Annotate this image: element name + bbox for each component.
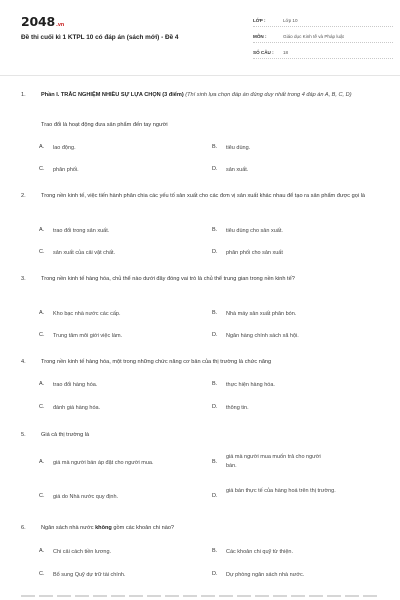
option-letter: D.	[212, 332, 218, 338]
meta-key: SỐ CÂU :	[253, 50, 274, 55]
question	[21, 431, 391, 440]
logo-text: 2048	[21, 14, 55, 29]
question-text-part: Ngân sách nhà nước	[41, 525, 96, 531]
answer-option[interactable]	[39, 144, 189, 153]
question-number: 4.	[21, 359, 26, 365]
option-letter: A.	[39, 144, 45, 150]
option-letter: B.	[212, 310, 218, 316]
option-letter: A.	[39, 381, 45, 387]
option-text: giá mà người bán áp đặt cho người mua.	[53, 460, 154, 466]
option-text: sản xuất của cải vật chất.	[53, 250, 116, 256]
section-note: (Thí sinh lựa chọn đáp án đúng duy nhất trong 4 đáp án A, B, C, D)	[185, 92, 352, 98]
option-letter: D.	[212, 404, 218, 410]
answer-option[interactable]	[39, 493, 189, 502]
answer-option[interactable]	[212, 487, 342, 499]
option-text: trao đổi trong sản xuất.	[53, 228, 110, 234]
answer-option[interactable]	[39, 310, 189, 319]
answer-option[interactable]	[212, 404, 377, 413]
answer-option[interactable]	[39, 166, 189, 175]
option-text: sản xuất.	[226, 167, 249, 173]
option-text: Ngân hàng chính sách xã hội.	[226, 333, 299, 339]
question-text: Trong nền kinh tế hàng hóa, một trong những chức năng cơ bản của thị trường là chức năng	[41, 359, 272, 365]
option-letter: C.	[39, 493, 45, 499]
option-text: Chi cải cách tiền lương.	[53, 549, 112, 555]
option-text: Dự phòng ngân sách nhà nước.	[226, 572, 305, 578]
option-text: Bổ sung Quỹ dự trữ tài chính.	[53, 572, 126, 578]
option-text: giá do Nhà nước quy định.	[53, 494, 119, 500]
option-letter: D.	[212, 493, 218, 499]
question	[21, 275, 391, 284]
answer-option[interactable]	[39, 381, 189, 390]
option-letter: D.	[212, 166, 218, 172]
answer-option[interactable]	[212, 310, 377, 319]
question	[21, 358, 391, 367]
question-number: 2.	[21, 193, 26, 199]
option-text: Trung tâm môi giới việc làm.	[53, 333, 123, 339]
meta-key: MÔN :	[253, 34, 267, 39]
answer-option[interactable]	[39, 249, 189, 258]
option-text: giá bán thực tế của hàng hoá trên thị trường.	[226, 488, 336, 494]
question-text: Trao đổi là hoạt động đưa sản phẩm đến tay người	[41, 122, 168, 128]
answer-option[interactable]	[39, 459, 189, 468]
option-text: thực hiện hàng hóa.	[226, 382, 275, 388]
meta-value: Giáo dục Kinh tế và Pháp luật	[283, 34, 344, 39]
option-text: Các khoản chi quỹ từ thiện.	[226, 549, 293, 555]
option-letter: B.	[212, 459, 218, 465]
option-letter: B.	[212, 144, 218, 150]
option-text: tiêu dùng cho sản xuất.	[226, 228, 283, 234]
option-text: phân phối.	[53, 167, 79, 173]
option-letter: C.	[39, 404, 45, 410]
exam-meta-panel	[253, 15, 393, 63]
option-letter: A.	[39, 227, 45, 233]
answer-option[interactable]	[212, 332, 377, 341]
answer-option[interactable]	[212, 249, 377, 258]
meta-value: Lớp 10	[283, 18, 298, 23]
site-logo[interactable]	[21, 14, 64, 29]
meta-key: LỚP :	[253, 18, 266, 23]
answer-option[interactable]	[212, 453, 332, 470]
question-text: Trong nền kinh tế, việc tiến hành phân chia các yếu tố sản xuất cho các đơn vị sản xuất khác nhau để tạo ra sản phẩm được gọi là	[41, 193, 366, 199]
meta-value: 18	[283, 50, 289, 55]
option-letter: A.	[39, 548, 45, 554]
option-letter: A.	[39, 459, 45, 465]
question-text	[41, 524, 391, 533]
answer-option[interactable]	[39, 548, 189, 557]
meta-row-subject	[253, 31, 393, 43]
question	[21, 192, 391, 201]
question-text-part: gồm các khoản chi nào?	[111, 525, 175, 531]
question-text: Trong nền kinh tế hàng hóa, chủ thể nào dưới đây đóng vai trò là chủ thể trung gian trong nền kinh tế?	[41, 276, 295, 282]
meta-row-class	[253, 15, 393, 27]
question-number: 3.	[21, 276, 26, 282]
option-letter: D.	[212, 571, 218, 577]
question	[21, 524, 391, 533]
logo-suffix: .vn	[56, 22, 65, 28]
option-text: tiêu dùng.	[226, 145, 251, 151]
answer-option[interactable]	[212, 381, 377, 390]
option-letter: C.	[39, 166, 45, 172]
header-divider	[0, 75, 400, 76]
option-text: phân phối cho sản xuất	[226, 250, 283, 256]
section-title: Phần I. TRẮC NGHIỆM NHIỀU SỰ LỰA CHỌN (3 điểm)	[41, 92, 184, 98]
answer-option[interactable]	[212, 227, 377, 236]
option-letter: C.	[39, 571, 45, 577]
question-text: Giá cả thị trường là	[41, 432, 90, 438]
option-text: đánh giá hàng hóa.	[53, 405, 101, 411]
option-letter: B.	[212, 548, 218, 554]
question-number: 5.	[21, 432, 26, 438]
answer-option[interactable]	[39, 332, 189, 341]
option-text: Kho bạc nhà nước các cấp.	[53, 311, 121, 317]
option-letter: C.	[39, 249, 45, 255]
truncated-next-question	[21, 592, 381, 598]
option-letter: B.	[212, 381, 218, 387]
question-number: 6.	[21, 525, 26, 531]
option-text: giá mà người mua muốn trả cho người bán.	[226, 454, 321, 469]
option-letter: B.	[212, 227, 218, 233]
question-number: 1.	[21, 92, 26, 98]
option-letter: D.	[212, 249, 218, 255]
answer-option[interactable]	[39, 227, 189, 236]
option-text: thông tin.	[226, 405, 249, 411]
answer-option[interactable]	[212, 144, 377, 153]
meta-row-question-count	[253, 47, 393, 59]
answer-option[interactable]	[212, 166, 377, 175]
section-heading	[21, 91, 391, 100]
answer-option[interactable]	[39, 571, 189, 580]
option-text: Nhà máy sản xuất phân bón.	[226, 311, 297, 317]
page-title: Đề thi cuối kì 1 KTPL 10 có đáp án (sách mới) - Đề 4	[21, 34, 179, 41]
option-text: trao đổi hàng hóa.	[53, 382, 98, 388]
option-letter: A.	[39, 310, 45, 316]
question-keyword: không	[95, 525, 112, 531]
option-text: lao động.	[53, 145, 76, 151]
answer-option[interactable]	[39, 404, 189, 413]
answer-option[interactable]	[212, 548, 377, 557]
answer-option[interactable]	[212, 571, 377, 580]
option-letter: C.	[39, 332, 45, 338]
truncated-text-line	[21, 595, 381, 597]
